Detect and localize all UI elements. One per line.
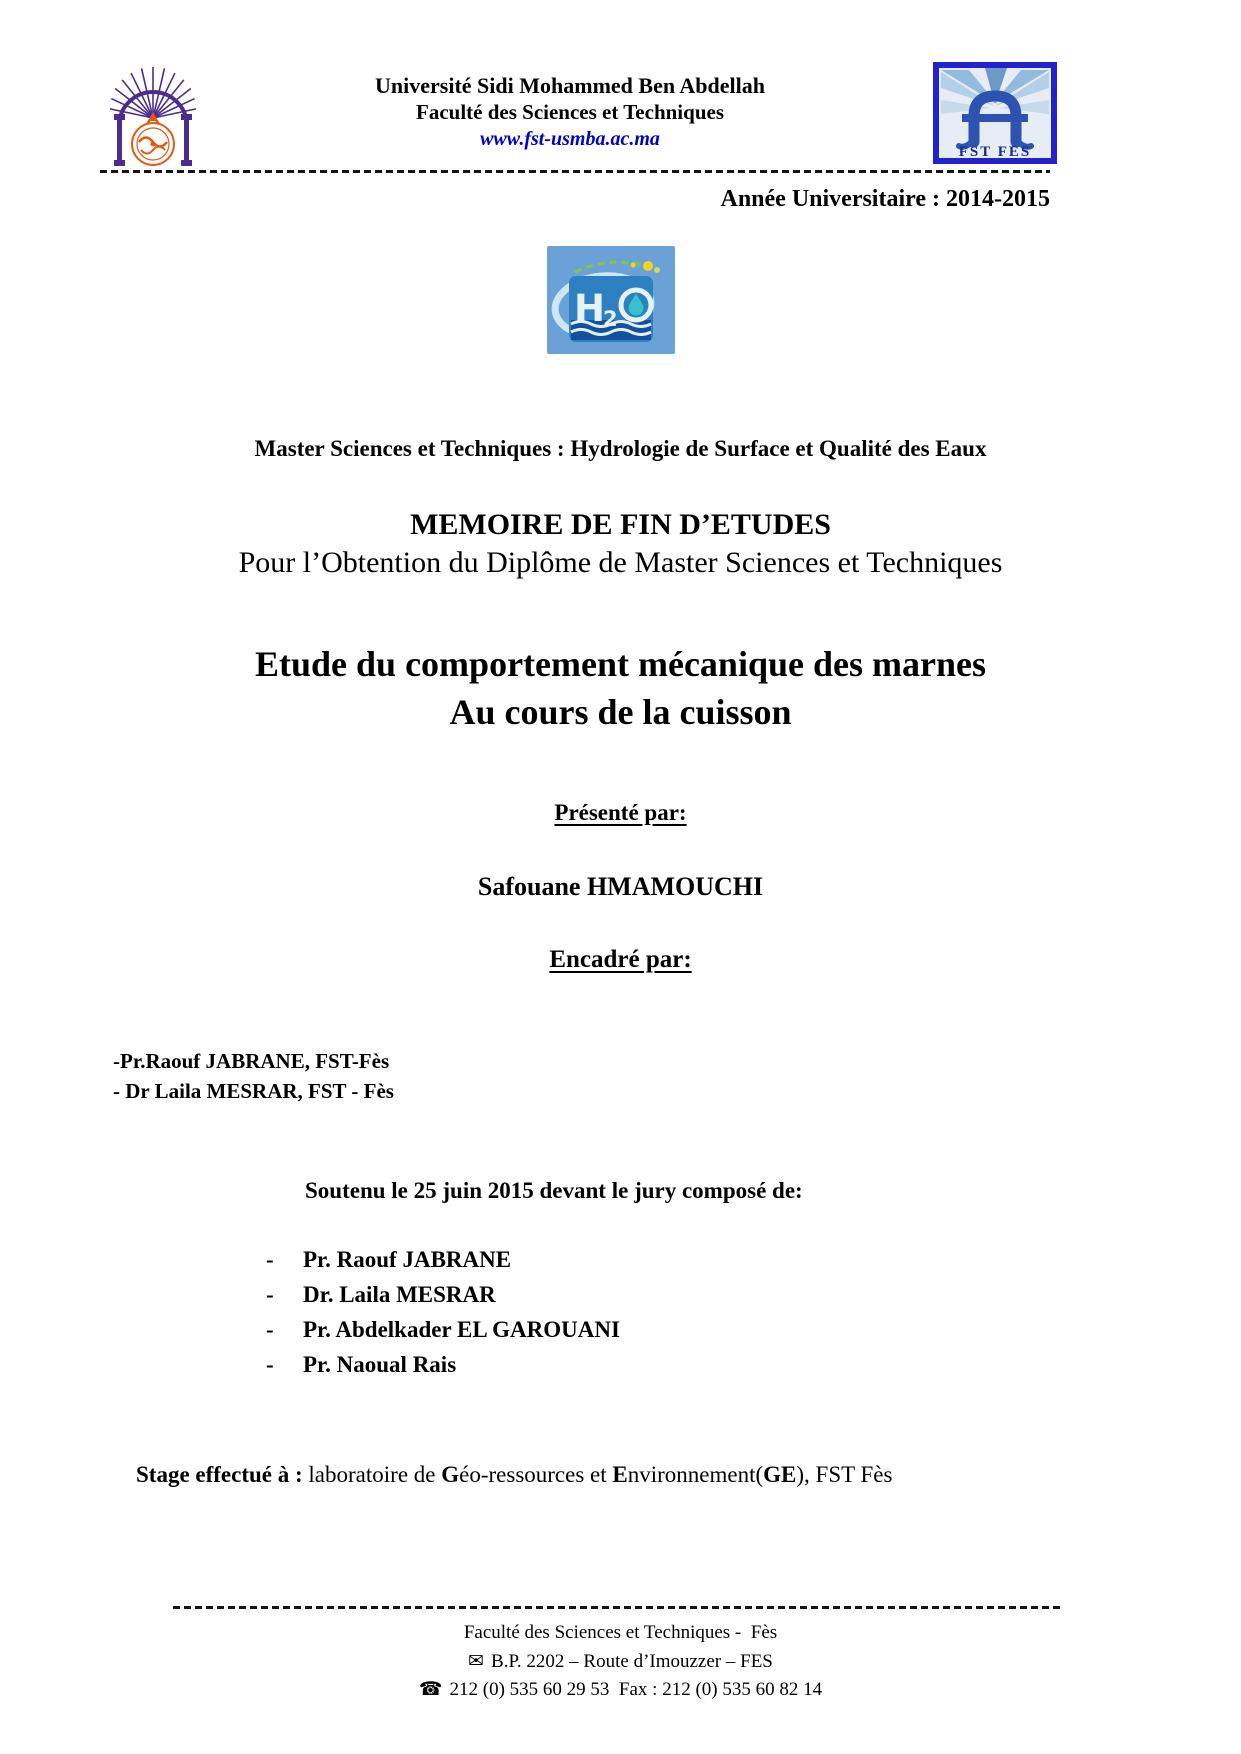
memoire-subtitle: Pour l’Obtention du Diplôme de Master Sciences et Techniques <box>238 546 1003 579</box>
footer-phone-text: 212 (0) 535 60 29 53 Fax : 212 (0) 535 60 82 14 <box>449 1679 823 1700</box>
presented-by-label: Présenté par: <box>554 800 687 825</box>
internship-text: nvironnement( <box>627 1462 764 1487</box>
internship-text: ), FST Fès <box>796 1462 893 1487</box>
author-name: Safouane HMAMOUCHI <box>477 872 764 901</box>
jury-member-name: Dr. Laila MESRAR <box>303 1282 496 1307</box>
h2o-water-logo <box>547 246 675 354</box>
thesis-title-line1: Etude du comportement mécanique des marnes <box>255 644 986 684</box>
jury-member-row <box>266 1242 620 1277</box>
jury-member-name: Pr. Abdelkader EL GAROUANI <box>303 1317 620 1342</box>
jury-member-row <box>266 1277 620 1312</box>
academic-year: Année Universitaire : 2014-2015 <box>720 186 1050 212</box>
fst-logo-caption: FST FES <box>958 144 1032 160</box>
internship-text-bold: GE <box>763 1462 797 1487</box>
supervised-by-label: Encadré par: <box>549 946 692 973</box>
faculty-name: Faculté des Sciences et Techniques <box>416 100 724 124</box>
supervisor-item: -Pr.Raouf JABRANE, FST-Fès <box>113 1049 390 1073</box>
footer-address-text: B.P. 2202 – Route d’Imouzzer – FES <box>491 1651 773 1672</box>
supervisor-item: - Dr Laila MESRAR, FST - Fès <box>113 1079 394 1103</box>
header-text-block <box>230 72 910 153</box>
university-name: Université Sidi Mohammed Ben Abdellah <box>375 73 765 98</box>
internship-line <box>113 1436 892 1514</box>
phone-icon: ☎ <box>418 1678 443 1700</box>
footer-address-line <box>0 1650 1241 1673</box>
jury-list <box>266 1242 620 1382</box>
memoire-title: MEMOIRE DE FIN D’ETUDES <box>410 508 831 541</box>
h2o-letter-h: H <box>574 287 605 330</box>
internship-text: éo-ressources et <box>459 1462 613 1487</box>
jury-member-row <box>266 1347 620 1382</box>
sun-icon <box>643 261 653 271</box>
program-line: Master Sciences et Techniques : Hydrologie de Surface et Qualité des Eaux <box>254 436 987 461</box>
jury-member-name: Pr. Naoual Rais <box>303 1352 457 1377</box>
jury-member-row <box>266 1312 620 1347</box>
footer-phone-line <box>0 1678 1241 1701</box>
thesis-title <box>0 640 1241 736</box>
memoire-block <box>0 506 1241 582</box>
mail-icon: ✉ <box>468 1650 485 1672</box>
internship-label: Stage effectué à : <box>136 1462 303 1487</box>
university-emblem-logo <box>106 62 200 170</box>
thesis-title-line2: Au cours de la cuisson <box>449 692 792 732</box>
jury-member-name: Pr. Raouf JABRANE <box>303 1247 512 1272</box>
h2o-subscript-2: 2 <box>603 307 618 331</box>
dashed-divider-bottom <box>173 1606 1060 1609</box>
list-dash: - <box>266 1352 274 1377</box>
list-dash: - <box>266 1282 274 1307</box>
website-url: www.fst-usmba.ac.ma <box>480 128 660 150</box>
internship-text: laboratoire de <box>302 1462 442 1487</box>
jury-intro: Soutenu le 25 juin 2015 devant le jury composé de: <box>305 1178 803 1203</box>
dashed-divider-top <box>100 170 1050 173</box>
internship-text-bold: G <box>441 1462 460 1487</box>
internship-text-bold: E <box>612 1462 628 1487</box>
footer-faculty-line: Faculté des Sciences et Techniques - Fès <box>463 1622 778 1643</box>
list-dash: - <box>266 1247 274 1272</box>
supervisors-list <box>113 1046 394 1106</box>
list-dash: - <box>266 1317 274 1342</box>
fst-fes-logo <box>933 62 1057 164</box>
